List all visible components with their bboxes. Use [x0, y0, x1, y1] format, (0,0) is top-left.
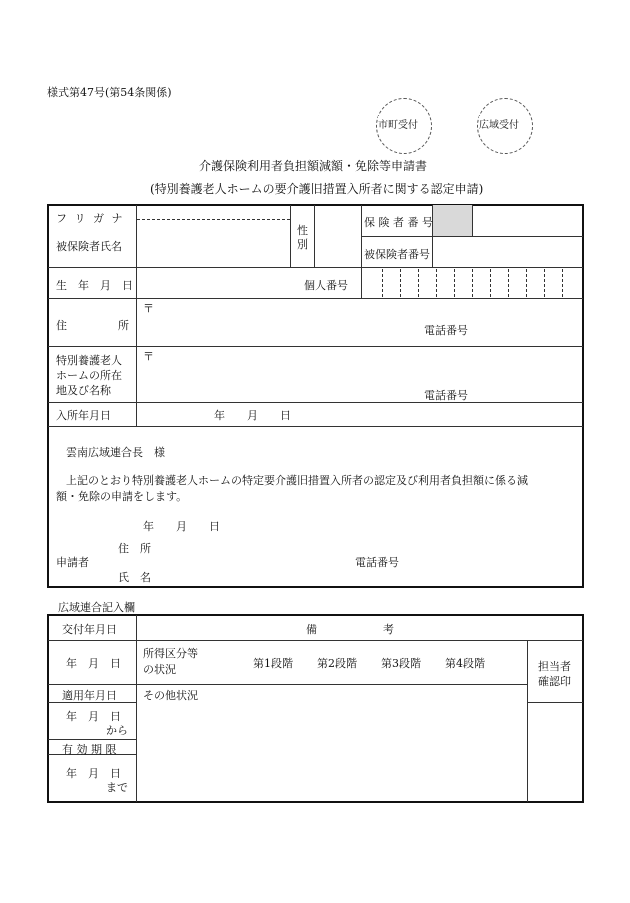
declaration-line2: 額・免除の申請をします。	[56, 490, 188, 503]
issue-date-value: 年 月 日	[66, 657, 121, 670]
insured-name-label: 被保険者氏名	[56, 240, 122, 253]
birth-date-label: 生 年 月 日	[56, 279, 133, 292]
remarks-label: 備 考	[306, 623, 394, 636]
gender-label-bottom: 別	[297, 238, 308, 251]
address-label-left: 住	[56, 319, 67, 332]
until-date-value: 年 月 日	[66, 767, 121, 780]
admission-date-value: 年 月 日	[214, 409, 291, 422]
issue-date-label: 交付年月日	[62, 623, 117, 636]
stage2-label: 第2段階	[317, 657, 357, 670]
declaration-date: 年 月 日	[143, 520, 220, 533]
applicant-phone-label: 電話番号	[355, 556, 399, 569]
facility-label-line3: 地及び名称	[56, 384, 111, 397]
region-receipt-label: 広域受付	[479, 116, 519, 131]
gender-label-top: 性	[297, 224, 308, 237]
facility-postal-mark: 〒	[143, 350, 154, 363]
until-label: まで	[106, 781, 128, 794]
office-section-heading: 広域連合記入欄	[58, 601, 135, 614]
income-label-line2: の状況	[143, 663, 176, 676]
document-subtitle: (特別養護老人ホームの要介護旧措置入所者に関する認定申請)	[150, 182, 484, 196]
facility-label-line2: ホームの所在	[56, 369, 122, 382]
admission-date-label: 入所年月日	[56, 409, 111, 422]
applicant-label: 申請者	[56, 556, 89, 569]
city-receipt-label: 市町受付	[378, 116, 418, 131]
personal-number-label: 個人番号	[304, 279, 348, 292]
other-status-label: その他状況	[143, 689, 198, 702]
insured-number-label: 被保険者番号	[364, 248, 430, 261]
insurer-number-label: 保 険 者 番 号	[364, 216, 433, 229]
apply-date-label: 適用年月日	[62, 689, 117, 702]
furigana-label: フ リ ガ ナ	[56, 212, 125, 225]
income-label-line1: 所得区分等	[143, 647, 198, 660]
address-phone-label: 電話番号	[424, 324, 468, 337]
staff-label-line1: 担当者	[538, 660, 571, 673]
addressee: 雲南広域連合長 様	[66, 446, 165, 459]
from-date-value: 年 月 日	[66, 710, 121, 723]
applicant-name-label: 氏 名	[118, 571, 151, 584]
facility-phone-label: 電話番号	[424, 389, 468, 402]
document-title: 介護保険利用者負担額減額・免除等申請書	[199, 159, 428, 173]
staff-label-line2: 確認印	[538, 675, 571, 688]
address-label-right: 所	[118, 319, 129, 332]
facility-label-line1: 特別養護老人	[56, 354, 122, 367]
declaration-line1: 上記のとおり特別養護老人ホームの特定要介護旧措置入所者の認定及び利用者負担額に係る減	[66, 474, 528, 487]
postal-mark: 〒	[143, 302, 154, 315]
stage3-label: 第3段階	[381, 657, 421, 670]
stage1-label: 第1段階	[253, 657, 293, 670]
insurer-number-shaded	[433, 205, 472, 236]
valid-until-label: 有 効 期 限	[62, 743, 117, 756]
from-label: から	[106, 724, 128, 737]
applicant-address-label: 住 所	[118, 542, 151, 555]
stage4-label: 第4段階	[445, 657, 485, 670]
form-number: 様式第47号(第54条関係)	[47, 86, 172, 99]
